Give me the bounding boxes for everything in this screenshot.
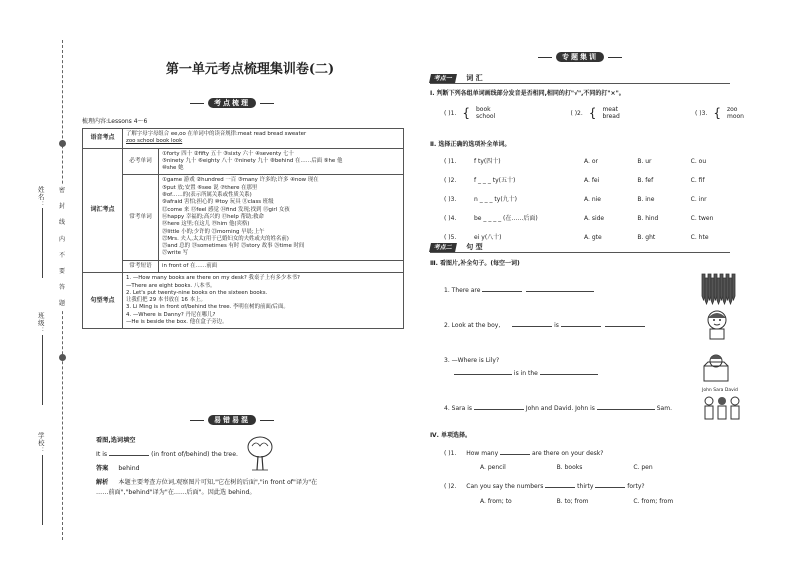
table-row	[83, 175, 404, 260]
q2-opt[interactable]: C. fif	[690, 177, 705, 184]
seal-char: 答	[58, 284, 65, 292]
name-line	[42, 208, 43, 278]
q1-brace: {	[713, 106, 721, 120]
q3-item-1	[444, 287, 594, 294]
answer-label: 答案	[96, 464, 109, 472]
seal-text	[55, 185, 69, 310]
q3-item-2	[444, 322, 645, 329]
page-title: 第一单元考点梳理集训卷(二)	[165, 62, 335, 77]
q1-words	[602, 106, 619, 120]
q3-num: 4.	[444, 405, 450, 412]
q1-word-a: meat	[602, 106, 619, 113]
q3-blank[interactable]	[474, 409, 524, 410]
sentence-heading: 句 型	[466, 243, 483, 251]
q3-text-b: is	[554, 322, 559, 329]
pencils-icon	[700, 270, 740, 308]
q4-opt[interactable]: C. pen	[633, 464, 653, 472]
q2-opt[interactable]: C. ou	[690, 158, 707, 165]
analysis-text-2: ……前面","behind"译为"在……后面"。因此选 behind。	[96, 488, 256, 496]
example-analysis	[96, 478, 406, 488]
q4-options	[480, 498, 710, 505]
sub-bixue: 必考单词	[123, 148, 159, 175]
changkao-line: ⑫come 来 ⑬feel 感觉 ⑭find 发现;找到 ⑮girl 女孩	[162, 206, 290, 213]
q1-item[interactable]	[444, 106, 495, 120]
q2-num: ( )2.	[444, 177, 457, 184]
q4-title: Ⅳ. 单项选择。	[430, 432, 471, 439]
q1-words	[476, 106, 495, 120]
seal-char: 题	[58, 300, 65, 308]
q2-opt[interactable]: A. or	[584, 158, 598, 165]
class-label: 班级：	[36, 312, 45, 335]
changkao-line: ⑳little 小的;少许的 ㉑morning 早晨;上午	[162, 228, 265, 235]
yiwei-banner	[190, 415, 274, 425]
kaodian-heading: 考点梳理	[208, 98, 256, 108]
q4-list	[444, 450, 744, 505]
q3-text-a: Sara is	[451, 405, 472, 412]
seal-char: 不	[58, 251, 65, 259]
changkao-line: ⑧of……的(表示所属关系或性质关系)	[162, 192, 252, 199]
content-label: 梳理内容:Lessons 4～6	[82, 118, 148, 125]
q2-item[interactable]	[444, 158, 744, 177]
tree-icon	[246, 436, 274, 472]
summary-table-wrap	[82, 128, 404, 329]
cat-cihui: 词汇考点	[83, 148, 123, 273]
q3-blank[interactable]	[526, 291, 594, 292]
q4-mid: thirty	[577, 483, 594, 491]
bixue-line: ⑩she 她	[162, 165, 184, 172]
right-header	[538, 52, 622, 62]
q2-opt[interactable]: C. hte	[690, 234, 709, 241]
table-row	[83, 260, 404, 273]
q3-text-a: There are	[451, 287, 481, 294]
q1-item[interactable]	[570, 106, 619, 120]
q4-opt[interactable]: A. pencil	[480, 464, 506, 472]
q2-item[interactable]	[444, 215, 744, 234]
q4-text2: are there on your desk?	[531, 450, 604, 457]
school-line	[42, 455, 43, 525]
q2-item[interactable]	[444, 196, 744, 215]
q2-list	[444, 158, 744, 253]
q1-word-b: bread	[602, 113, 620, 121]
q3-text-a: —Where is Lily?	[451, 357, 500, 364]
changkao-line: ㉓and 总的 ㉔sometimes 有时 ㉕story 故事 ㉖time 时间	[162, 243, 305, 250]
q4-num: ( )2.	[444, 483, 457, 491]
q4-opt[interactable]: C. from; from	[633, 497, 674, 505]
q4-item	[444, 450, 744, 471]
q4-opt[interactable]: A. from; to	[480, 497, 512, 505]
juxing-line: 4. —Where is Danny? 丹尼在哪儿?	[126, 311, 216, 318]
sentence-flag: 考点二	[429, 243, 457, 252]
vocab-heading: 词 汇	[466, 74, 483, 82]
changkao-line: ①game 游戏 ②hundred 一百 ③many 许多的;许多 ④now 现在	[162, 177, 319, 184]
changkao-line: ㉗write 写	[162, 250, 189, 257]
q2-num: ( )1.	[444, 158, 457, 165]
vocab-section-head	[430, 74, 483, 83]
q3-blank[interactable]	[605, 326, 645, 327]
q4-blank[interactable]	[595, 487, 625, 488]
answer-value: behind	[118, 464, 140, 472]
table-row	[83, 148, 404, 175]
q4-text: Can you say the numbers	[466, 483, 544, 491]
q3-blank[interactable]	[561, 326, 601, 327]
q1-item[interactable]	[695, 106, 744, 120]
juxing-line: 1. —How many books are there on my desk? 我桌子上有多少本书?	[126, 275, 300, 282]
example-sentence-b: (in front of/behind) the tree.	[151, 450, 239, 458]
duanyu-content: in front of 在……前面	[159, 260, 404, 273]
q1-num: ( )1.	[444, 109, 457, 117]
q1-brace: {	[588, 106, 597, 120]
q3-text-b: John and David. John is	[525, 405, 595, 412]
cat-yuyin: 语音考点	[83, 129, 123, 149]
q3-num: 2.	[444, 322, 450, 329]
juxing-line: —There are eight books. 八本书。	[126, 282, 216, 289]
q4-blank[interactable]	[500, 454, 530, 455]
bixue-line: ①forty 四十 ②fifty 五十 ③sixty 六十 ④seventy 七十	[162, 150, 294, 157]
table-row	[83, 129, 404, 149]
q2-num: ( )3.	[444, 196, 457, 203]
right-header-title: 专题集训	[556, 52, 604, 62]
seal-char: 线	[58, 219, 65, 227]
sentence-head-line	[430, 252, 730, 253]
q2-word: f _ _ _ ty(五十)	[474, 177, 516, 184]
q2-opt[interactable]: C. inr	[690, 196, 707, 203]
q2-num: ( )5.	[444, 234, 457, 241]
pic4-label: John Sara David	[702, 388, 738, 393]
q2-title: Ⅱ. 选择正确的选项补全单词。	[430, 141, 511, 148]
q2-opt[interactable]: C. twen	[690, 215, 714, 222]
q2-word: be _ _ _ _ (在……后面)	[474, 215, 538, 222]
q2-num: ( )4.	[444, 215, 457, 222]
changkao-content	[159, 175, 404, 260]
q2-opt[interactable]: A. fei	[584, 177, 600, 184]
changkao-line: ⑱here 这里;在这儿 ⑲him 他(宾格)	[162, 221, 250, 228]
boy-icon	[702, 308, 732, 340]
q2-word: ei y(八十)	[474, 234, 502, 241]
q2-opt[interactable]: B. ght	[637, 234, 656, 241]
q1-items	[444, 106, 744, 120]
changkao-line: ㉒Mrs. 夫人,太太(用于已婚妇女的夫姓或夫的姓名前)	[162, 235, 289, 242]
q3-item-4	[444, 405, 672, 412]
bixue-content	[159, 148, 404, 175]
q2-item[interactable]	[444, 177, 744, 196]
school-label: 学校：	[36, 432, 45, 455]
summary-table	[82, 128, 404, 329]
juxing-line: 3. Li Ming is in front of/behind the tree. 李明在树的前面/后面。	[126, 304, 289, 311]
q3-blank[interactable]	[512, 326, 552, 327]
q2-opt[interactable]: B. hind	[637, 215, 659, 222]
seal-char: 密	[58, 187, 65, 194]
yiwei-heading: 易错易混	[208, 415, 256, 425]
q3-text-b: is in the	[513, 370, 538, 378]
girl-in-box-icon	[700, 352, 732, 382]
q4-text: How many	[466, 450, 499, 457]
q2-opt[interactable]: A. nie	[584, 196, 601, 203]
seal-char: 内	[58, 235, 65, 243]
three-kids-icon	[702, 395, 742, 421]
class-line	[42, 335, 43, 405]
vocab-flag: 考点一	[429, 74, 457, 83]
q3-title: Ⅲ. 看图片,补全句子。(每空一词)	[430, 260, 520, 267]
q1-words	[727, 106, 744, 120]
q1-title: Ⅰ. 判断下列各组单词画线部分发音是否相同,相同的打"√",不同的打"×"。	[430, 90, 625, 97]
q3-blank[interactable]	[482, 291, 522, 292]
q3-text-a: Look at the boy,	[451, 322, 501, 329]
q4-item	[444, 483, 744, 504]
seal-char: 要	[58, 267, 65, 275]
q1-num: ( )2.	[570, 109, 583, 117]
binding-dot	[59, 140, 66, 147]
q4-opt[interactable]: B. to; from	[556, 497, 589, 505]
juxing-line: 2. Let's put twenty-nine books on the sixteen books.	[126, 289, 268, 296]
sub-duanyu: 常考短语	[123, 260, 159, 273]
q1-brace: {	[462, 106, 470, 120]
q4-num: ( )1.	[444, 450, 457, 457]
changkao-line: ⑨afraid 害怕;担心的 ⑩toy 玩具 ⑪class 班级	[162, 199, 274, 206]
binding-strip	[0, 0, 80, 562]
kaodian-banner	[190, 98, 274, 108]
q2-opt[interactable]: B. ine	[637, 196, 655, 203]
yuyin-text: 了解字母字母组合 ee,oo 在单词中的读音规律:meat read bread sweater	[126, 131, 307, 137]
juxing-line: —He is beside the box. 他在盒子旁边。	[126, 319, 228, 326]
yuyin-content	[123, 129, 404, 149]
q3-blank[interactable]	[454, 374, 512, 375]
q1-word-a: zoo	[726, 106, 738, 113]
binding-dot	[59, 354, 66, 361]
table-row	[83, 273, 404, 329]
example-label: 看图,选词填空	[96, 437, 136, 444]
q4-text2: forty?	[627, 483, 645, 491]
q2-opt[interactable]: A. gte	[584, 234, 602, 241]
example-sentence-a: It is	[96, 450, 108, 458]
q1-word-a: book	[475, 106, 491, 113]
q2-opt[interactable]: B. ur	[637, 158, 652, 165]
changkao-line: ⑤put 放;安置 ⑥see 说 ⑦there 在那里	[162, 184, 258, 191]
analysis-label: 解析	[96, 478, 109, 486]
q2-item[interactable]	[444, 234, 744, 253]
analysis-text-1: 本题主要考查方位词,观察图片可知,"它在树的后面","in front of"译为"在	[118, 478, 318, 486]
seal-char: 封	[58, 203, 65, 211]
q2-opt[interactable]: B. fef	[637, 177, 654, 184]
q1-word-b: school	[475, 113, 496, 121]
q4-options	[480, 464, 710, 471]
q3-item-3	[444, 354, 598, 380]
q4-blank[interactable]	[545, 487, 575, 488]
q4-opt[interactable]: B. books	[556, 464, 583, 472]
q1-num: ( )3.	[695, 109, 708, 117]
q3-num: 1.	[444, 287, 450, 294]
juxing-line: 让我们把 29 本书放在 16 本上。	[126, 297, 206, 304]
q2-word: f ty(四十)	[474, 158, 501, 165]
q3-blank[interactable]	[597, 409, 655, 410]
changkao-line: ⑯happy 幸福的;高兴的 ⑰help 帮助;救命	[162, 213, 264, 220]
q2-word: n _ _ _ ty(九十)	[474, 196, 518, 203]
q3-text-c: Sam.	[656, 405, 672, 412]
yuyin-text2: zoo school book look	[126, 138, 183, 145]
q3-num: 3.	[444, 357, 450, 364]
q1-word-b: moon	[726, 113, 744, 121]
example-blank[interactable]	[109, 455, 149, 456]
vocab-head-line	[430, 83, 730, 84]
bixue-line: ⑤ninety 九十 ⑥eighty 八十 ⑦ninety 九十 ⑧behind 在……后面 ⑨he 他	[162, 157, 343, 164]
sub-changkao: 常考单词	[123, 175, 159, 260]
sentence-section-head	[430, 243, 483, 252]
q3-blank[interactable]	[540, 374, 598, 375]
q2-opt[interactable]: A. side	[584, 215, 605, 222]
cat-juxing: 句型考点	[83, 273, 123, 329]
juxing-content	[123, 273, 404, 329]
name-label: 姓名：	[36, 186, 45, 209]
